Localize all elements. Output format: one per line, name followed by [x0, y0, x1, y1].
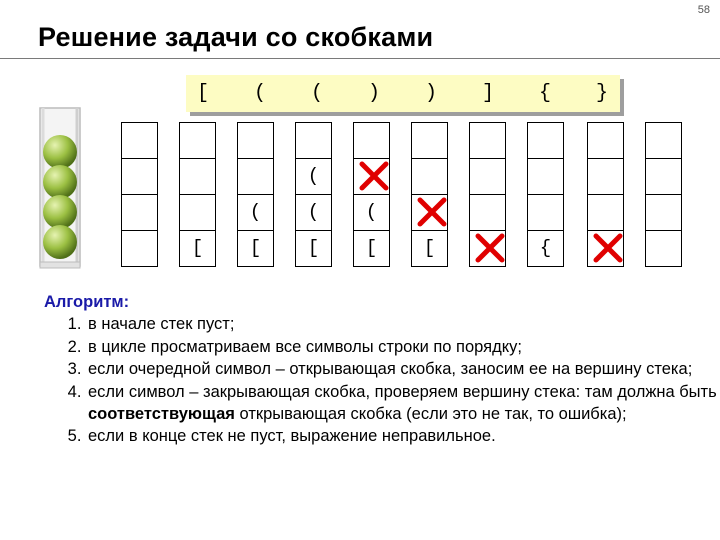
stack-cell: ( [295, 194, 332, 231]
sequence-char: ] [481, 82, 494, 105]
stack-cell [645, 230, 682, 267]
stack-cell [469, 194, 506, 231]
x-mark-icon [415, 195, 449, 229]
stack-cell [121, 194, 158, 231]
sequence-char: ) [424, 82, 437, 105]
stack-cell [411, 158, 448, 195]
stack-cell [587, 122, 624, 159]
stack-cell [645, 194, 682, 231]
title-divider [0, 58, 720, 59]
stack-cell [237, 122, 274, 159]
stack-column [527, 122, 564, 266]
stack-cell: ( [237, 194, 274, 231]
stack-column [353, 122, 390, 266]
algorithm-block [44, 291, 720, 448]
algorithm-step-text: если символ – закрывающая скобка, проверяем вершину стека: там должна быть [88, 382, 717, 401]
stack-column [469, 122, 506, 266]
stack-cell: ( [295, 158, 332, 195]
stack-cell [527, 194, 564, 231]
stack-cell [527, 122, 564, 159]
stack-cell [645, 158, 682, 195]
algorithm-step [86, 358, 720, 380]
stack-cell [411, 122, 448, 159]
stack-column [295, 122, 332, 266]
stack-cell [353, 122, 390, 159]
x-mark-icon [473, 231, 507, 265]
stack-cell [587, 194, 624, 231]
algorithm-step-text: если в конце стек не пуст, выражение неправильное. [88, 427, 496, 446]
algorithm-step [86, 381, 720, 426]
sequence-char: ( [253, 82, 266, 105]
stack-cell [121, 122, 158, 159]
algorithm-step-text: в начале стек пуст; [88, 315, 235, 334]
page-number: 58 [697, 4, 710, 16]
algorithm-step [86, 336, 720, 358]
stack-cell: [ [179, 230, 216, 267]
stack-cell [645, 122, 682, 159]
stack-cell [469, 158, 506, 195]
algorithm-step-text: открывающая скобка (если это не так, то ошибка); [234, 405, 627, 424]
x-mark-icon [591, 231, 625, 265]
stack-cell [527, 158, 564, 195]
stack-tube-balls-icon [34, 104, 86, 270]
stack-column [179, 122, 216, 266]
stack-column [587, 122, 624, 266]
algorithm-step [86, 425, 720, 447]
stack-cell [179, 158, 216, 195]
stack-cell: ( [353, 194, 390, 231]
slide-title: Решение задачи со скобками [38, 22, 434, 52]
stack-column [411, 122, 448, 266]
bracket-sequence [186, 75, 620, 112]
stack-cell [237, 158, 274, 195]
stack-column [121, 122, 158, 266]
sequence-char: ( [310, 82, 323, 105]
algorithm-step-emphasis: соответствующая [88, 405, 235, 424]
sequence-char: { [538, 82, 551, 105]
sequence-char: ) [367, 82, 380, 105]
stack-cell: { [527, 230, 564, 267]
stack-cell [587, 158, 624, 195]
stack-cell [469, 122, 506, 159]
stack-column [645, 122, 682, 266]
stack-cell [295, 122, 332, 159]
x-mark-icon [357, 159, 391, 193]
stack-cell: [ [295, 230, 332, 267]
sequence-char: [ [196, 82, 209, 105]
stack-cell [179, 194, 216, 231]
stack-cell [121, 158, 158, 195]
algorithm-step [86, 313, 720, 335]
stack-cell: [ [353, 230, 390, 267]
stack-cell [121, 230, 158, 267]
stack-cell: [ [237, 230, 274, 267]
algorithm-heading: Алгоритм: [44, 293, 130, 311]
stack-cell: [ [411, 230, 448, 267]
algorithm-step-text: в цикле просматриваем все символы строки по порядку; [88, 337, 522, 356]
stack-column [237, 122, 274, 266]
stack-cell [179, 122, 216, 159]
algorithm-steps [44, 313, 720, 447]
algorithm-step-text: если очередной символ – открывающая скобка, заносим ее на вершину стека; [88, 360, 693, 379]
sequence-char: } [595, 82, 608, 105]
